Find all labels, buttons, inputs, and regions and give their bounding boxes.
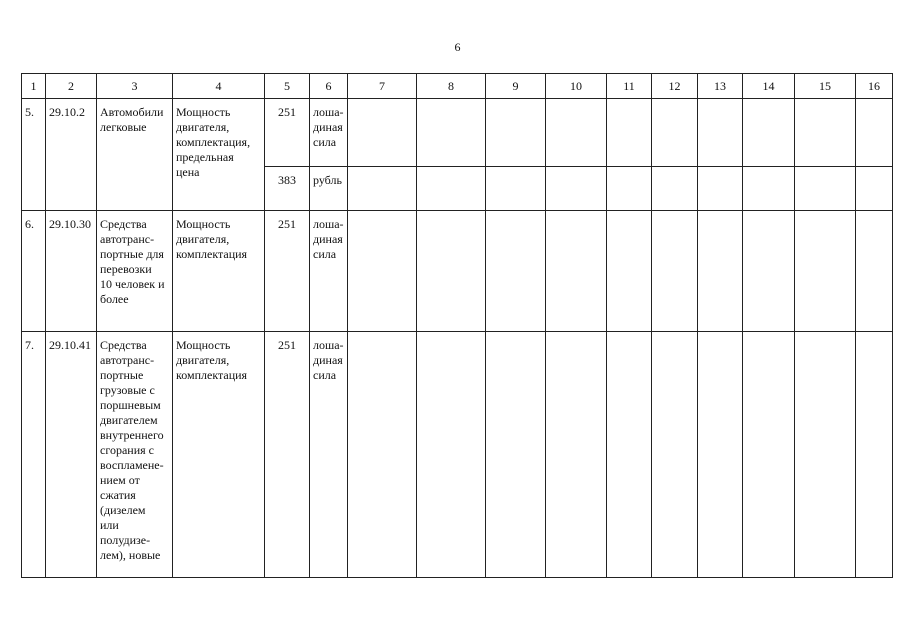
empty-cell xyxy=(486,211,546,332)
empty-cell xyxy=(486,332,546,578)
product-name-cell xyxy=(97,332,173,578)
empty-cell xyxy=(856,167,893,211)
empty-cell xyxy=(652,211,698,332)
empty-cell xyxy=(607,167,652,211)
unit-name-line: сила xyxy=(313,135,337,149)
column-header: 9 xyxy=(486,74,546,99)
unit-name-line: сила xyxy=(313,247,337,261)
characteristic-line: Мощность xyxy=(176,338,231,352)
unit-name-cell xyxy=(310,211,348,332)
empty-cell xyxy=(856,99,893,167)
empty-cell xyxy=(795,211,856,332)
empty-cell xyxy=(348,167,417,211)
empty-cell xyxy=(417,167,486,211)
column-header: 15 xyxy=(795,74,856,99)
product-name-line: двигателем xyxy=(100,413,158,427)
column-header: 1 xyxy=(22,74,46,99)
product-name-cell xyxy=(97,99,173,211)
characteristic-line: комплектация xyxy=(176,247,248,261)
product-name-line: автотранс- xyxy=(100,232,155,246)
unit-name-line: сила xyxy=(313,368,337,382)
empty-cell xyxy=(698,332,743,578)
product-name-line: (дизелем xyxy=(100,503,146,517)
column-header: 6 xyxy=(310,74,348,99)
characteristic-line: комплектация, xyxy=(176,135,251,149)
empty-cell xyxy=(417,99,486,167)
unit-name-line: диная xyxy=(313,232,343,246)
product-code-cell: 29.10.2 xyxy=(46,99,97,211)
empty-cell xyxy=(486,99,546,167)
empty-cell xyxy=(348,211,417,332)
column-header: 14 xyxy=(743,74,795,99)
column-header: 13 xyxy=(698,74,743,99)
column-header: 11 xyxy=(607,74,652,99)
product-name-line: полудизе- xyxy=(100,533,151,547)
table-row xyxy=(22,332,893,578)
unit-name-cell xyxy=(310,167,348,211)
empty-cell xyxy=(698,99,743,167)
table-row xyxy=(22,211,893,332)
product-name-cell xyxy=(97,211,173,332)
empty-cell xyxy=(607,211,652,332)
empty-cell xyxy=(856,332,893,578)
product-name-line: перевозки xyxy=(100,262,152,276)
product-code-cell: 29.10.30 xyxy=(46,211,97,332)
characteristic-line: двигателя, xyxy=(176,232,230,246)
unit-name-line: лоша- xyxy=(313,338,344,352)
column-header: 3 xyxy=(97,74,173,99)
empty-cell xyxy=(652,99,698,167)
empty-cell xyxy=(652,167,698,211)
product-name-line: или xyxy=(100,518,119,532)
empty-cell xyxy=(348,332,417,578)
product-name-line: автотранс- xyxy=(100,353,155,367)
unit-name-line: диная xyxy=(313,120,343,134)
column-header: 16 xyxy=(856,74,893,99)
empty-cell xyxy=(795,167,856,211)
product-name-line: 10 человек и xyxy=(100,277,165,291)
empty-cell xyxy=(743,211,795,332)
product-name-line: сжатия xyxy=(100,488,136,502)
column-header: 10 xyxy=(546,74,607,99)
column-header: 8 xyxy=(417,74,486,99)
characteristic-cell xyxy=(173,99,265,211)
row-index-cell: 6. xyxy=(22,211,46,332)
column-header: 2 xyxy=(46,74,97,99)
column-header: 12 xyxy=(652,74,698,99)
empty-cell xyxy=(546,99,607,167)
unit-code-cell: 251 xyxy=(265,211,310,332)
column-header: 7 xyxy=(348,74,417,99)
unit-code-cell: 251 xyxy=(265,332,310,578)
row-index-cell: 5. xyxy=(22,99,46,211)
empty-cell xyxy=(546,167,607,211)
table-row xyxy=(22,99,893,167)
catalog-table xyxy=(21,73,893,578)
product-name-line: лем), новые xyxy=(100,548,161,562)
characteristic-line: Мощность xyxy=(176,217,231,231)
empty-cell xyxy=(486,167,546,211)
unit-name-cell xyxy=(310,332,348,578)
characteristic-line: комплектация xyxy=(176,368,248,382)
product-name-line: грузовые с xyxy=(100,383,155,397)
product-name-line: нием от xyxy=(100,473,140,487)
empty-cell xyxy=(856,211,893,332)
product-name-line: поршневым xyxy=(100,398,161,412)
product-code-cell: 29.10.41 xyxy=(46,332,97,578)
characteristic-line: двигателя, xyxy=(176,120,230,134)
product-name-line: Автомобили xyxy=(100,105,164,119)
characteristic-line: цена xyxy=(176,165,200,179)
product-name-line: легковые xyxy=(100,120,147,134)
column-header: 4 xyxy=(173,74,265,99)
empty-cell xyxy=(417,332,486,578)
empty-cell xyxy=(743,332,795,578)
unit-name-line: лоша- xyxy=(313,217,344,231)
empty-cell xyxy=(698,167,743,211)
empty-cell xyxy=(607,332,652,578)
unit-code-cell: 383 xyxy=(265,167,310,211)
column-header: 5 xyxy=(265,74,310,99)
empty-cell xyxy=(795,332,856,578)
product-name-line: внутреннего xyxy=(100,428,164,442)
characteristic-cell xyxy=(173,211,265,332)
unit-name-line: лоша- xyxy=(313,105,344,119)
unit-name-line: рубль xyxy=(313,173,342,187)
characteristic-cell xyxy=(173,332,265,578)
product-name-line: портные для xyxy=(100,247,164,261)
empty-cell xyxy=(546,332,607,578)
empty-cell xyxy=(348,99,417,167)
product-name-line: портные xyxy=(100,368,144,382)
header-row xyxy=(22,74,893,99)
empty-cell xyxy=(743,99,795,167)
empty-cell xyxy=(417,211,486,332)
unit-code-cell: 251 xyxy=(265,99,310,167)
empty-cell xyxy=(698,211,743,332)
row-index-cell: 7. xyxy=(22,332,46,578)
unit-name-line: диная xyxy=(313,353,343,367)
characteristic-line: Мощность xyxy=(176,105,231,119)
product-name-line: более xyxy=(100,292,129,306)
unit-name-cell xyxy=(310,99,348,167)
characteristic-line: предельная xyxy=(176,150,234,164)
empty-cell xyxy=(546,211,607,332)
product-name-line: сгорания с xyxy=(100,443,154,457)
product-name-line: Средства xyxy=(100,338,147,352)
product-name-line: воспламене- xyxy=(100,458,164,472)
page-number: 6 xyxy=(454,40,461,54)
empty-cell xyxy=(795,99,856,167)
product-name-line: Средства xyxy=(100,217,147,231)
empty-cell xyxy=(743,167,795,211)
empty-cell xyxy=(652,332,698,578)
characteristic-line: двигателя, xyxy=(176,353,230,367)
empty-cell xyxy=(607,99,652,167)
